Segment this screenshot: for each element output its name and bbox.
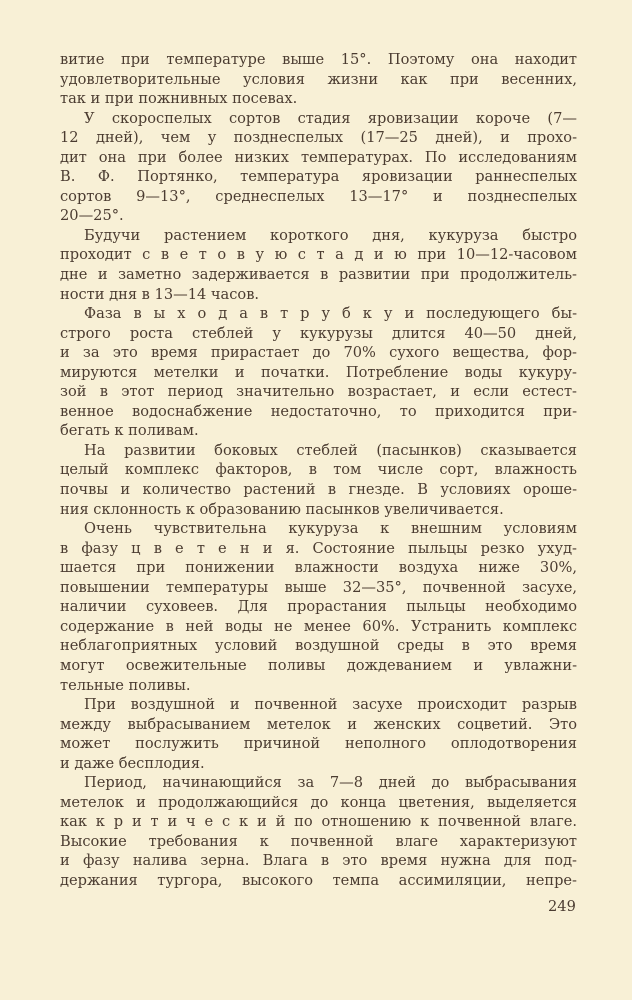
text-line: венное водоснабжение недостаточно, то приходится при-	[60, 402, 577, 420]
page-number: 249	[548, 898, 576, 915]
text-line: как к р и т и ч е с к и й по отношению к почвенной влаге.	[60, 813, 577, 831]
text-line: На развитии боковых стеблей (пасынков) сказывается	[84, 441, 577, 459]
text-line: дит она при более низких температурах. По исследованиям	[60, 148, 577, 166]
text-line: Период, начинающийся за 7—8 дней до выбрасывания	[84, 774, 577, 792]
text-line: При воздушной и почвенной засухе происходит разрыв	[84, 696, 577, 714]
text-line: тельные поливы.	[60, 676, 191, 694]
text-line: Будучи растением короткого дня, кукуруза быстро	[84, 226, 577, 244]
text-line: Очень чувствительна кукуруза к внешним условиям	[84, 520, 577, 538]
text-line: и фазу налива зерна. Влага в это время нужна для под-	[60, 852, 577, 870]
text-line: бегать к поливам.	[60, 422, 199, 440]
text-line: повышении температуры выше 32—35°, почвенной засухе,	[60, 578, 577, 596]
text-line: могут освежительные поливы дождеванием и увлажни-	[60, 656, 577, 674]
text-line: витие при температуре выше 15°. Поэтому она находит	[60, 51, 577, 68]
text-line: сортов 9—13°, среднеспелых 13—17° и позднеспелых	[60, 187, 577, 205]
text-line: удовлетворительные условия жизни как при весенних,	[60, 70, 577, 88]
text-line: Высокие требования к почвенной влаге характеризуют	[60, 832, 577, 850]
text-line: мируются метелки и початки. Потребление воды кукуру-	[60, 363, 577, 381]
text-line: в фазу ц в е т е н и я. Состояние пыльцы резко ухуд-	[60, 539, 577, 557]
text-line: наличии суховеев. Для прорастания пыльцы необходимо	[60, 598, 577, 616]
text-line: и за это время прирастает до 70% сухого вещества, фор-	[60, 344, 577, 362]
text-line: строго роста стеблей у кукурузы длится 40—50 дней,	[60, 324, 577, 342]
text-line: неблагоприятных условий воздушной среды в это время	[60, 637, 577, 655]
text-line: шается при понижении влажности воздуха ниже 30%,	[60, 559, 577, 577]
text-line: В. Ф. Портянко, температура яровизации раннеспелых	[60, 168, 577, 186]
text-line: дне и заметно задерживается в развитии при продолжитель-	[60, 266, 577, 284]
text-line: так и при пожнивных посевах.	[60, 90, 298, 108]
text-line: и даже бесплодия.	[60, 754, 205, 772]
text-line: между выбрасыванием метелок и женских соцветий. Это	[60, 715, 577, 733]
text-line: Фаза в ы х о д а в т р у б к у и последующего бы-	[84, 305, 577, 323]
text-line: У скороспелых сортов стадия яровизации короче (7—	[84, 109, 577, 127]
text-line: проходит с в е т о в у ю с т а д и ю при 10—12-часовом	[60, 246, 577, 264]
text-line: ния склонность к образованию пасынков увеличивается.	[60, 500, 504, 518]
text-line: держания тургора, высокого темпа ассимиляции, непре-	[60, 871, 577, 889]
text-line: почвы и количество растений в гнезде. В условиях ороше-	[60, 481, 577, 499]
text-line: целый комплекс факторов, в том числе сорт, влажность	[60, 461, 577, 479]
book-page-text	[60, 50, 577, 891]
text-line: зой в этот период значительно возрастает, и если естест-	[60, 383, 577, 401]
text-line: метелок и продолжающийся до конца цветения, выделяется	[60, 793, 577, 811]
text-line: ности дня в 13—14 часов.	[60, 285, 260, 303]
text-line: может послужить причиной неполного оплодотворения	[60, 735, 577, 753]
text-line: содержание в ней воды не менее 60%. Устранить комплекс	[60, 617, 577, 635]
text-line: 20—25°.	[60, 207, 124, 225]
text-line: 12 дней), чем у позднеспелых (17—25 дней), и прохо-	[60, 129, 577, 147]
